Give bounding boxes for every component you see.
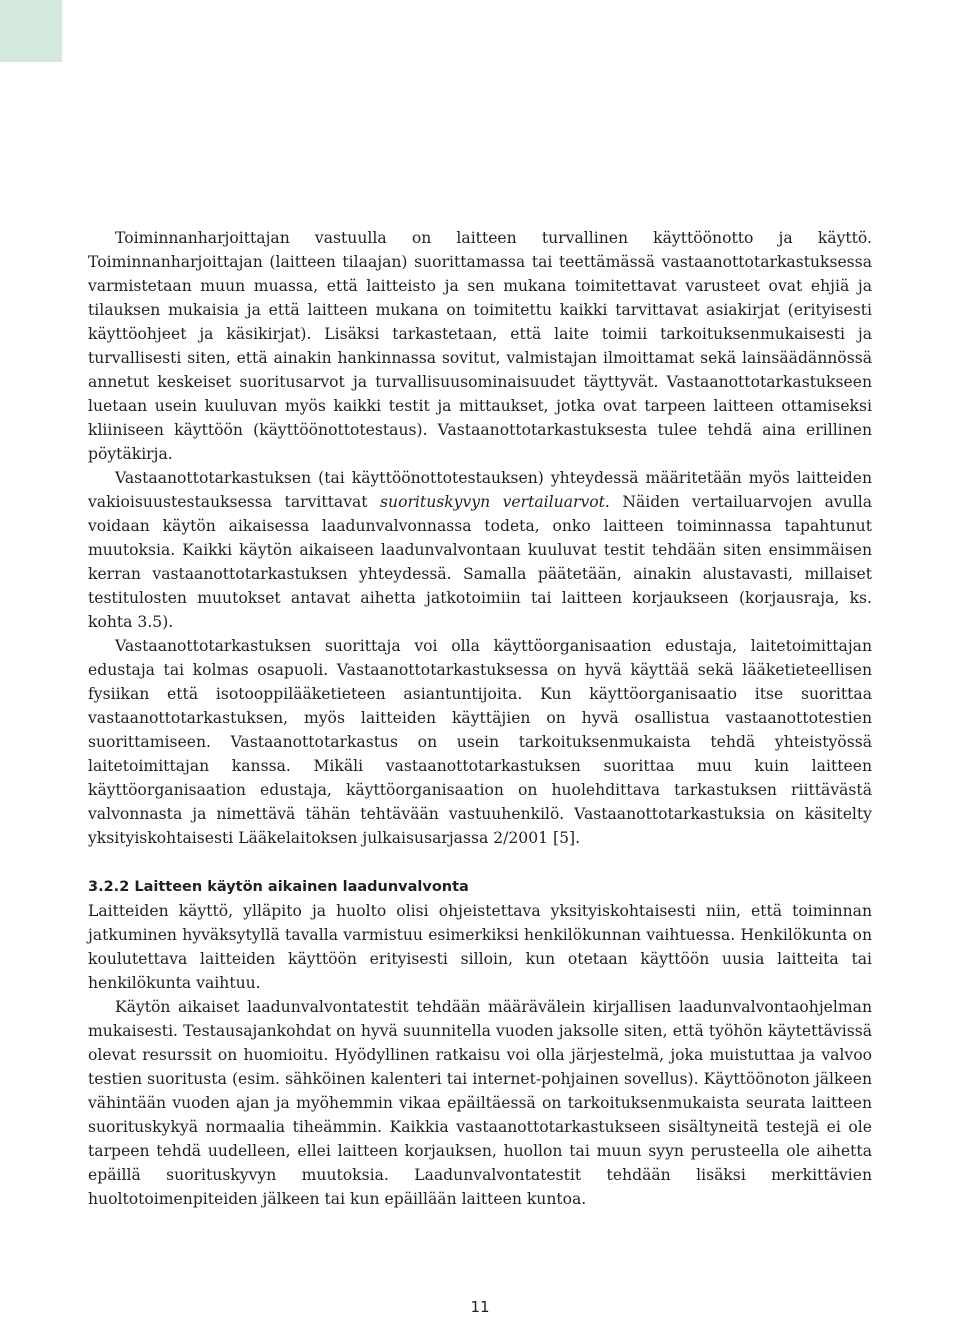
document-body <box>88 226 872 1211</box>
paragraph-acceptance-testing-2 <box>88 466 872 634</box>
paragraph-acceptance-testing-3 <box>88 634 872 850</box>
paragraph-acceptance-testing-1 <box>88 226 872 466</box>
paragraph-text: Toiminnanharjoittajan vastuulla on laitteen turvallinen käyttöönotto ja käyttö. Toiminnanharjoittajan (laitteen tilaajan) suorittamassa tai teettämässä vastaanottotarkastuksessa varmistetaan muun muassa, että laitteisto ja sen mukana toimitettavat varusteet ovat ehjiä ja tilauksen mukaisia ja että laitteen mukana on toimitettu kaikki tarvittavat asiakirjat (erityisesti käyttöohjeet ja käsikirjat). Lisäksi tarkastetaan, että laite toimii tarkoituksenmukaisesti ja turvallisesti siten, että ainakin hankinnassa sovitut, valmistajan ilmoittamat sekä lainsäädännössä annetut keskeiset suoritusarvot ja turvallisuusominaisuudet täyttyvät. Vastaanottotarkastukseen luetaan usein kuuluvan myös kaikki testit ja mittaukset, jotka ovat tarpeen laitteen ottamiseksi kliiniseen käyttöön (käyttöönottotestaus). Vastaanottotarkastuksesta tulee tehdä aina erillinen pöytäkirja. <box>88 229 872 463</box>
paragraph-quality-control-2: Käytön aikaiset laadunvalvontatestit tehdään määrävälein kirjallisen laadunvalvontaohjelman mukaisesti. Testausajankohdat on hyvä suunnitella vuoden jaksolle siten, että työhön käytettävissä olevat resurssit on huomioitu. Hyödyllinen ratkaisu voi olla järjestelmä, joka muistuttaa ja valvoo testien suoritusta (esim. sähköinen kalenteri tai internet-pohjainen sovellus). Käyttöönoton jälkeen vähintään vuoden ajan ja myöhemmin vikaa epäiltäessä on tarkoituksenmukaista seurata laitteen suorituskykyä normaalia tiheämmin. Kaikkia vastaanottotarkastukseen sisältyneitä testejä ei ole tarpeen tehdä uudelleen, ellei laitteen korjauksen, huollon tai muun syyn perusteella ole aihetta epäillä suorituskyvyn muutoksia. Laadunvalvontatestit tehdään lisäksi merkittävien huoltotoimenpiteiden jälkeen tai kun epäillään laitteen kuntoa. <box>88 998 872 1208</box>
paragraph-quality-control-1: Laitteiden käyttö, ylläpito ja huolto olisi ohjeistettava yksityiskohtaisesti niin, että toiminnan jatkuminen hyväksytyllä tavalla varmistuu esimerkiksi henkilökunnan vaihtuessa. Henkilökunta on koulutettava laitteiden käyttöön erityisesti silloin, kun otetaan käyttöön uusia laitteita tai henkilökunta vaihtuu. <box>88 902 872 992</box>
corner-color-tab <box>0 0 62 62</box>
paragraph-text: Vastaanottotarkastuksen (tai käyttöönottotestauksen) yhteydessä määritetään myös laitteiden vakioisuustestauksessa tarvittavat <box>88 469 872 511</box>
page-number: 11 <box>470 1298 490 1316</box>
section-heading: 3.2.2 Laitteen käytön aikainen laadunvalvonta <box>88 879 469 895</box>
paragraph-text: Vastaanottotarkastuksen suorittaja voi olla käyttöorganisaation edustaja, laitetoimittajan edustaja tai kolmas osapuoli. Vastaanottotarkastuksessa on hyvä käyttää sekä lääketieteellisen fysiikan että isotooppilääketieteen asiantuntijoita. Kun käyttöorganisaatio itse suorittaa vastaanottotarkastuksen, myös laitteiden käyttäjien on hyvä osallistua vastaanottotestien suorittamiseen. Vastaanottotarkastus on usein tarkoituksenmukaista tehdä yhteistyössä laitetoimittajan kanssa. Mikäli vastaanottotarkastuksen suorittaa muu kuin laitteen käyttöorganisaation edustaja, käyttöorganisaation on huolehdittava tarkastuksen riittävästä valvonnasta ja nimettävä tähän tehtävään vastuuhenkilö. Vastaanottotarkastuksia on käsitelty yksityiskohtaisesti Lääkelaitoksen julkaisusarjassa 2/2001 [5]. <box>88 637 872 847</box>
italic-term: suorituskyvyn vertailuarvot. <box>380 493 610 511</box>
paragraph-text: Näiden vertailuarvojen avulla voidaan käytön aikaisessa laadunvalvonnassa todeta, onko laitteen toiminnassa tapahtunut muutoksia. Kaikki käytön aikaiseen laadunvalvontaan kuuluvat testit tehdään siten ensimmäisen kerran vastaanottotarkastuksen yhteydessä. Samalla päätetään, ainakin alustavasti, millaiset testitulosten muutokset antavat aihetta jatkotoimiin tai laitteen korjaukseen (korjausraja, ks. kohta 3.5). <box>88 493 873 631</box>
